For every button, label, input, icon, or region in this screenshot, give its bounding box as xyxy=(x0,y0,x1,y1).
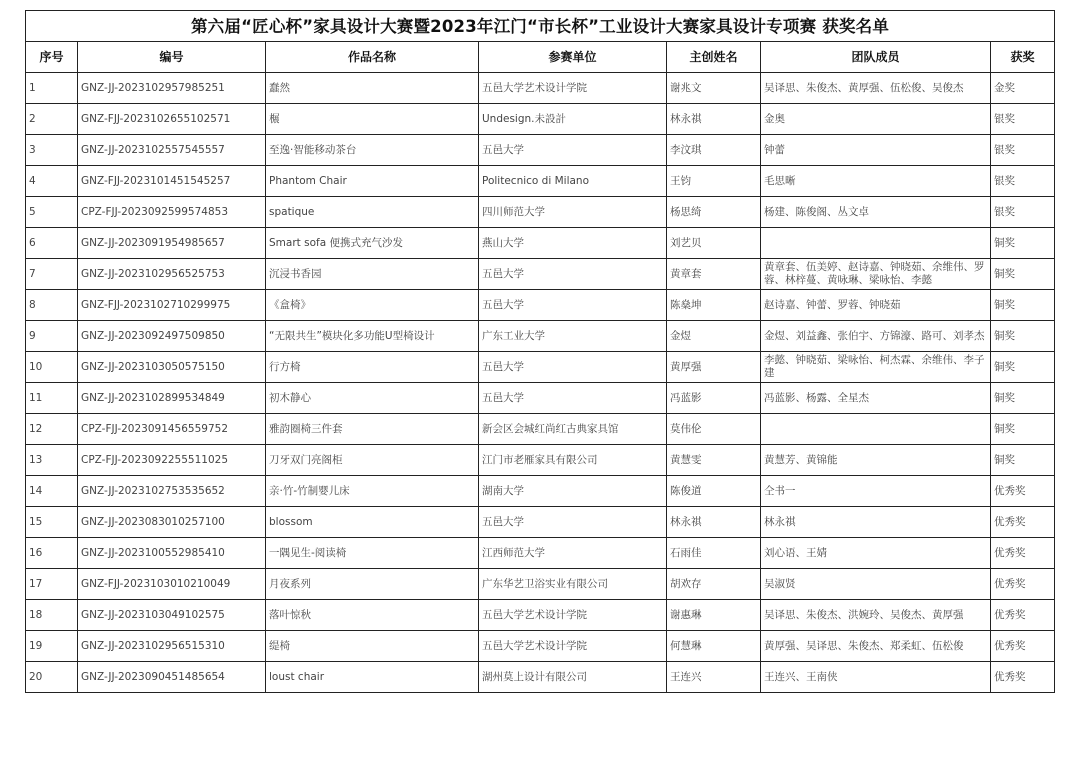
cell-award: 优秀奖 xyxy=(991,569,1055,600)
cell-award: 优秀奖 xyxy=(991,507,1055,538)
cell-team-members: 赵诗嘉、钟蕾、罗蓉、钟晓茹 xyxy=(761,290,991,321)
table-row xyxy=(26,228,1055,259)
cell-award: 铜奖 xyxy=(991,414,1055,445)
column-header-code: 编号 xyxy=(78,42,266,73)
cell-organization: 五邑大学艺术设计学院 xyxy=(479,631,667,662)
cell-organization: 湖南大学 xyxy=(479,476,667,507)
cell-award: 银奖 xyxy=(991,104,1055,135)
cell-award: 金奖 xyxy=(991,73,1055,104)
cell-work-name: loust chair xyxy=(266,662,479,693)
cell-award: 优秀奖 xyxy=(991,600,1055,631)
table-row xyxy=(26,259,1055,290)
cell-award: 优秀奖 xyxy=(991,476,1055,507)
cell-team-members: 黄厚强、吴译思、朱俊杰、郑柔虹、伍松俊 xyxy=(761,631,991,662)
cell-index: 19 xyxy=(26,631,78,662)
cell-work-name: 榐 xyxy=(266,104,479,135)
table-row xyxy=(26,662,1055,693)
cell-lead-designer: 王连兴 xyxy=(667,662,761,693)
cell-index: 17 xyxy=(26,569,78,600)
cell-award: 铜奖 xyxy=(991,321,1055,352)
column-header-award: 获奖 xyxy=(991,42,1055,73)
cell-code: GNZ-JJ-2023091954985657 xyxy=(78,228,266,259)
cell-organization: 江西师范大学 xyxy=(479,538,667,569)
cell-lead-designer: 谢惠琳 xyxy=(667,600,761,631)
cell-work-name: 蠢然 xyxy=(266,73,479,104)
cell-work-name: 初木静心 xyxy=(266,383,479,414)
cell-index: 12 xyxy=(26,414,78,445)
cell-team-members: 吴淑贤 xyxy=(761,569,991,600)
cell-organization: 五邑大学艺术设计学院 xyxy=(479,73,667,104)
cell-work-name: 刀牙双门亮阁柜 xyxy=(266,445,479,476)
cell-award: 铜奖 xyxy=(991,228,1055,259)
cell-team-members: 金奥 xyxy=(761,104,991,135)
cell-award: 优秀奖 xyxy=(991,631,1055,662)
cell-work-name: 一隅见生-阅读椅 xyxy=(266,538,479,569)
cell-work-name: 雅韵圈椅三件套 xyxy=(266,414,479,445)
cell-work-name: Phantom Chair xyxy=(266,166,479,197)
cell-code: GNZ-JJ-2023100552985410 xyxy=(78,538,266,569)
cell-award: 铜奖 xyxy=(991,259,1055,290)
cell-organization: 燕山大学 xyxy=(479,228,667,259)
cell-lead-designer: 杨思绮 xyxy=(667,197,761,228)
cell-index: 7 xyxy=(26,259,78,290)
cell-organization: 五邑大学艺术设计学院 xyxy=(479,600,667,631)
table-row xyxy=(26,166,1055,197)
cell-organization: 湖州莫上设计有限公司 xyxy=(479,662,667,693)
cell-index: 9 xyxy=(26,321,78,352)
cell-code: GNZ-JJ-2023083010257100 xyxy=(78,507,266,538)
cell-index: 13 xyxy=(26,445,78,476)
cell-team-members: 钟蕾 xyxy=(761,135,991,166)
table-row xyxy=(26,383,1055,414)
header-row xyxy=(26,42,1055,73)
cell-work-name: 《盒椅》 xyxy=(266,290,479,321)
cell-lead-designer: 陈燊坤 xyxy=(667,290,761,321)
cell-work-name: Smart sofa 便携式充气沙发 xyxy=(266,228,479,259)
cell-organization: 广东工业大学 xyxy=(479,321,667,352)
cell-code: GNZ-FJJ-2023102655102571 xyxy=(78,104,266,135)
cell-code: GNZ-JJ-2023103049102575 xyxy=(78,600,266,631)
cell-index: 16 xyxy=(26,538,78,569)
column-header-work-name: 作品名称 xyxy=(266,42,479,73)
cell-organization: 五邑大学 xyxy=(479,352,667,383)
cell-award: 铜奖 xyxy=(991,352,1055,383)
cell-code: GNZ-JJ-2023102956515310 xyxy=(78,631,266,662)
cell-lead-designer: 何慧琳 xyxy=(667,631,761,662)
cell-work-name: 至逸·智能移动茶台 xyxy=(266,135,479,166)
table-row xyxy=(26,414,1055,445)
cell-index: 18 xyxy=(26,600,78,631)
cell-code: GNZ-FJJ-2023102710299975 xyxy=(78,290,266,321)
cell-index: 10 xyxy=(26,352,78,383)
cell-team-members: 刘心语、王婧 xyxy=(761,538,991,569)
cell-lead-designer: 刘艺贝 xyxy=(667,228,761,259)
table-row xyxy=(26,135,1055,166)
cell-index: 20 xyxy=(26,662,78,693)
cell-lead-designer: 石雨佳 xyxy=(667,538,761,569)
cell-organization: 五邑大学 xyxy=(479,290,667,321)
cell-organization: 新会区会城红尚红古典家具馆 xyxy=(479,414,667,445)
cell-team-members: 李懿、钟晓茹、梁咏怡、柯杰霖、余维伟、李子建 xyxy=(761,352,991,383)
column-header-team-members: 团队成员 xyxy=(761,42,991,73)
table-row xyxy=(26,600,1055,631)
cell-index: 11 xyxy=(26,383,78,414)
cell-organization: Undesign.未設計 xyxy=(479,104,667,135)
cell-organization: 五邑大学 xyxy=(479,259,667,290)
cell-index: 15 xyxy=(26,507,78,538)
cell-team-members: 仝书一 xyxy=(761,476,991,507)
cell-lead-designer: 林永祺 xyxy=(667,104,761,135)
cell-award: 铜奖 xyxy=(991,445,1055,476)
cell-work-name: 月夜系列 xyxy=(266,569,479,600)
cell-organization: Politecnico di Milano xyxy=(479,166,667,197)
cell-code: CPZ-FJJ-2023092255511025 xyxy=(78,445,266,476)
column-header-organization: 参赛单位 xyxy=(479,42,667,73)
table-row xyxy=(26,507,1055,538)
cell-lead-designer: 陈俊道 xyxy=(667,476,761,507)
table-body xyxy=(26,73,1055,693)
cell-lead-designer: 黄慧雯 xyxy=(667,445,761,476)
cell-award: 银奖 xyxy=(991,166,1055,197)
cell-organization: 江门市老雁家具有限公司 xyxy=(479,445,667,476)
cell-lead-designer: 胡欢存 xyxy=(667,569,761,600)
cell-lead-designer: 冯蓝影 xyxy=(667,383,761,414)
cell-work-name: 沉浸书香园 xyxy=(266,259,479,290)
cell-organization: 五邑大学 xyxy=(479,383,667,414)
cell-organization: 五邑大学 xyxy=(479,507,667,538)
table-row xyxy=(26,73,1055,104)
cell-team-members: 金煜、刘益鑫、张伯宇、方锦濠、路可、刘孝杰 xyxy=(761,321,991,352)
table-row xyxy=(26,104,1055,135)
cell-code: GNZ-JJ-2023102557545557 xyxy=(78,135,266,166)
cell-lead-designer: 黄厚强 xyxy=(667,352,761,383)
table-row xyxy=(26,352,1055,383)
cell-team-members: 毛思晰 xyxy=(761,166,991,197)
cell-organization: 四川师范大学 xyxy=(479,197,667,228)
cell-team-members: 冯蓝影、杨露、全星杰 xyxy=(761,383,991,414)
cell-team-members: 黄慧芳、黄锦能 xyxy=(761,445,991,476)
cell-team-members: 吴译思、朱俊杰、黄厚强、伍松俊、吴俊杰 xyxy=(761,73,991,104)
cell-work-name: “无限共生”模块化多功能U型椅设计 xyxy=(266,321,479,352)
column-header-lead-designer: 主创姓名 xyxy=(667,42,761,73)
cell-code: GNZ-JJ-2023102956525753 xyxy=(78,259,266,290)
cell-work-name: 行方椅 xyxy=(266,352,479,383)
table-row xyxy=(26,476,1055,507)
cell-work-name: blossom xyxy=(266,507,479,538)
cell-team-members: 王连兴、王南侠 xyxy=(761,662,991,693)
cell-index: 8 xyxy=(26,290,78,321)
cell-index: 4 xyxy=(26,166,78,197)
cell-lead-designer: 谢兆文 xyxy=(667,73,761,104)
cell-work-name: 落叶惊秋 xyxy=(266,600,479,631)
cell-work-name: 亲·竹-竹制婴儿床 xyxy=(266,476,479,507)
cell-code: GNZ-FJJ-2023103010210049 xyxy=(78,569,266,600)
cell-team-members xyxy=(761,414,991,445)
cell-organization: 广东华艺卫浴实业有限公司 xyxy=(479,569,667,600)
table-row xyxy=(26,631,1055,662)
table-row xyxy=(26,569,1055,600)
cell-lead-designer: 黄章套 xyxy=(667,259,761,290)
cell-award: 银奖 xyxy=(991,197,1055,228)
cell-index: 5 xyxy=(26,197,78,228)
cell-team-members: 吴译思、朱俊杰、洪婉玲、吴俊杰、黄厚强 xyxy=(761,600,991,631)
cell-lead-designer: 王钧 xyxy=(667,166,761,197)
cell-organization: 五邑大学 xyxy=(479,135,667,166)
cell-code: GNZ-JJ-2023102899534849 xyxy=(78,383,266,414)
cell-index: 2 xyxy=(26,104,78,135)
cell-code: GNZ-JJ-2023092497509850 xyxy=(78,321,266,352)
cell-code: CPZ-FJJ-2023091456559752 xyxy=(78,414,266,445)
cell-team-members: 林永祺 xyxy=(761,507,991,538)
cell-code: GNZ-JJ-2023090451485654 xyxy=(78,662,266,693)
cell-team-members: 杨建、陈俊阁、丛文卓 xyxy=(761,197,991,228)
cell-team-members xyxy=(761,228,991,259)
cell-team-members: 黄章套、伍美婷、赵诗嘉、钟晓茹、余维伟、罗蓉、林梓蔓、黄咏琳、梁咏怡、李懿 xyxy=(761,259,991,290)
cell-index: 14 xyxy=(26,476,78,507)
cell-award: 银奖 xyxy=(991,135,1055,166)
cell-award: 铜奖 xyxy=(991,383,1055,414)
cell-award: 优秀奖 xyxy=(991,538,1055,569)
cell-award: 铜奖 xyxy=(991,290,1055,321)
table-row xyxy=(26,538,1055,569)
table-row xyxy=(26,445,1055,476)
cell-index: 3 xyxy=(26,135,78,166)
award-list-table xyxy=(25,10,1055,693)
cell-lead-designer: 李汶琪 xyxy=(667,135,761,166)
cell-index: 6 xyxy=(26,228,78,259)
cell-index: 1 xyxy=(26,73,78,104)
cell-code: GNZ-JJ-2023102957985251 xyxy=(78,73,266,104)
table-row xyxy=(26,321,1055,352)
cell-code: CPZ-FJJ-2023092599574853 xyxy=(78,197,266,228)
cell-code: GNZ-FJJ-2023101451545257 xyxy=(78,166,266,197)
cell-lead-designer: 林永祺 xyxy=(667,507,761,538)
cell-code: GNZ-JJ-2023102753535652 xyxy=(78,476,266,507)
table-title: 第六届“匠心杯”家具设计大赛暨2023年江门“市长杯”工业设计大赛家具设计专项赛 获奖名单 xyxy=(26,11,1055,42)
cell-work-name: 缇椅 xyxy=(266,631,479,662)
cell-lead-designer: 金煜 xyxy=(667,321,761,352)
table-row xyxy=(26,197,1055,228)
cell-code: GNZ-JJ-2023103050575150 xyxy=(78,352,266,383)
cell-award: 优秀奖 xyxy=(991,662,1055,693)
cell-lead-designer: 莫伟伦 xyxy=(667,414,761,445)
table-row xyxy=(26,290,1055,321)
cell-work-name: spatique xyxy=(266,197,479,228)
column-header-index: 序号 xyxy=(26,42,78,73)
